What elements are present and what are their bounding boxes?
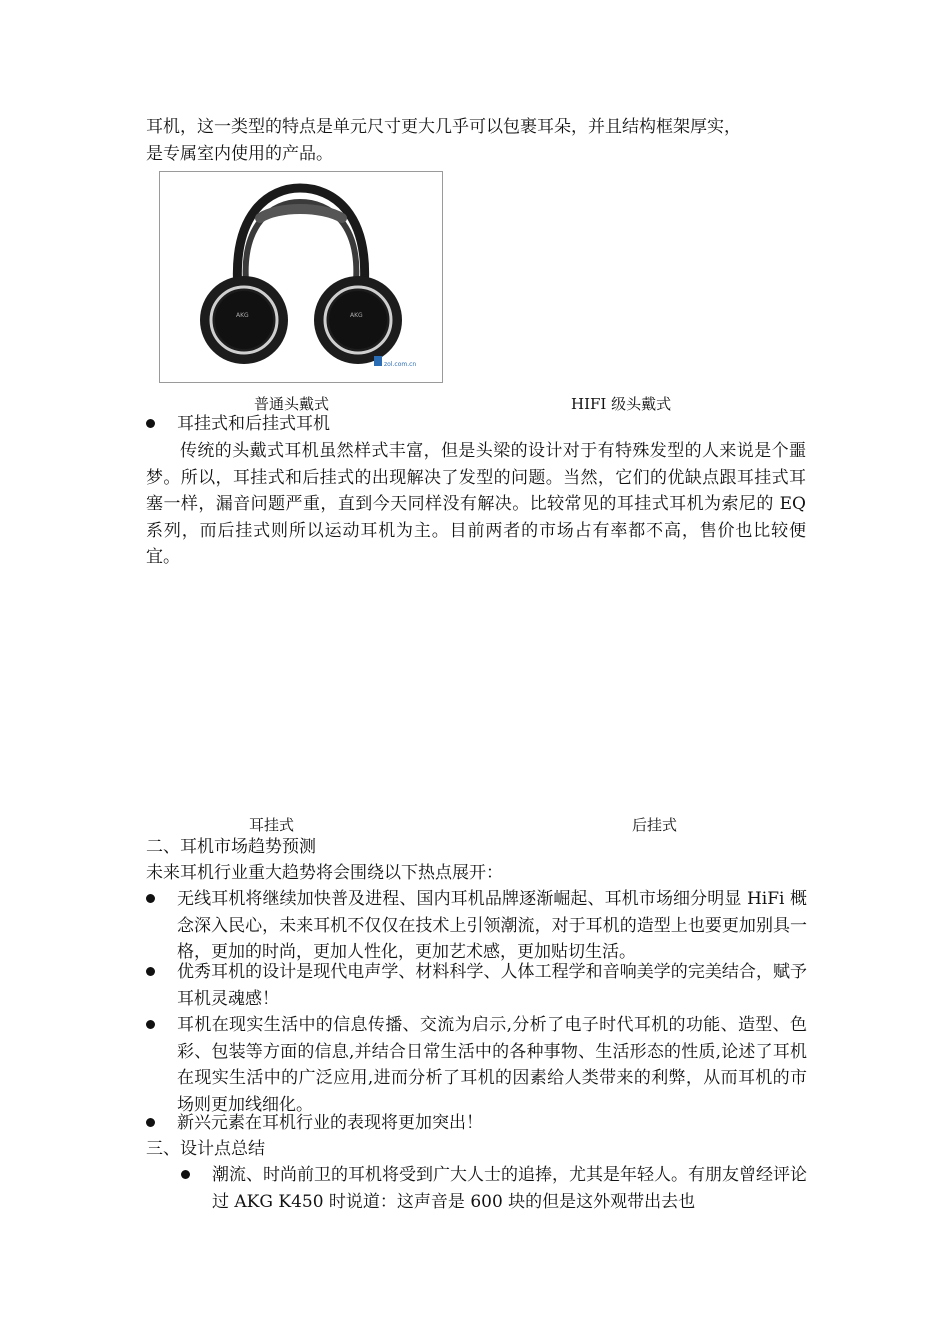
headphone-image (159, 171, 443, 383)
section-two-heading: 二、耳机市场趋势预测 (146, 837, 316, 857)
caption-ear-hook: 耳挂式 (249, 816, 295, 834)
section-ear-hook-heading: 耳挂式和后挂式耳机 (177, 414, 330, 434)
section-two-bullet-4: 新兴元素在耳机行业的表现将更加突出！ (177, 1113, 483, 1133)
section-two-bullet-3: 耳机在现实生活中的信息传播、交流为启示,分析了电子时代耳机的功能、造型、色彩、包装等方面的信息,并结合日常生活中的各种事物、生活形态的性质,论述了耳机在现实生活中的广泛应用,进而分析了耳机的因素给人类带来的利弊，从而耳机的市场则更加线细化。 (177, 1015, 807, 1115)
section-two-bullet-1: 无线耳机将继续加快普及进程、国内耳机品牌逐渐崛起、耳机市场细分明显 HiFi 概念深入民心，未来耳机不仅仅在技术上引领潮流，对于耳机的造型上也要更加别具一格，更加的时尚，更加人性化，更加艺术感，更加贴切生活。 (177, 889, 807, 962)
bullet-icon (146, 967, 155, 976)
bullet-icon (146, 1118, 155, 1127)
left-cup-logo: AKG (236, 312, 249, 319)
bullet-icon (146, 419, 155, 428)
bullet-icon (146, 894, 155, 903)
intro-line-1: 耳机，这一类型的特点是单元尺寸更大几乎可以包裹耳朵，并且结构框架厚实， (146, 117, 741, 137)
bullet-icon (146, 1020, 155, 1029)
section-two-bullet-2: 优秀耳机的设计是现代电声学、材料科学、人体工程学和音响美学的完美结合，赋予耳机灵魂感！ (177, 962, 807, 1009)
caption-behind-neck: 后挂式 (632, 816, 678, 834)
caption-regular-headband: 普通头戴式 (254, 395, 330, 413)
section-three-heading: 三、设计点总结 (146, 1139, 265, 1159)
section-two-intro: 未来耳机行业重大趋势将会围绕以下热点展开： (146, 863, 503, 883)
intro-line-2: 是专属室内使用的产品。 (146, 144, 333, 164)
section-ear-hook-body: 传统的头戴式耳机虽然样式丰富，但是头梁的设计对于有特殊发型的人来说是个噩梦。所以，耳挂式和后挂式的出现解决了发型的问题。当然，它们的优缺点跟耳挂式耳塞一样，漏音问题严重，直到今天同样没有解决。比较常见的耳挂式耳机为索尼的 EQ 系列，而后挂式则所以运动耳机为主。目前两者的市场占有率都不高，售价也比较便宜。 (146, 441, 806, 567)
section-three-bullet-1: 潮流、时尚前卫的耳机将受到广大人士的追捧，尤其是年轻人。有朋友曾经评论过 AKG K450 时说道：这声音是 600 块的但是这外观带出去也 (212, 1165, 807, 1212)
bullet-icon (181, 1170, 190, 1179)
headphone-illustration (160, 172, 442, 382)
right-cup-logo: AKG (350, 312, 363, 319)
watermark-text: zol.com.cn (384, 361, 417, 368)
caption-hifi-headband: HIFI 级头戴式 (571, 395, 672, 413)
